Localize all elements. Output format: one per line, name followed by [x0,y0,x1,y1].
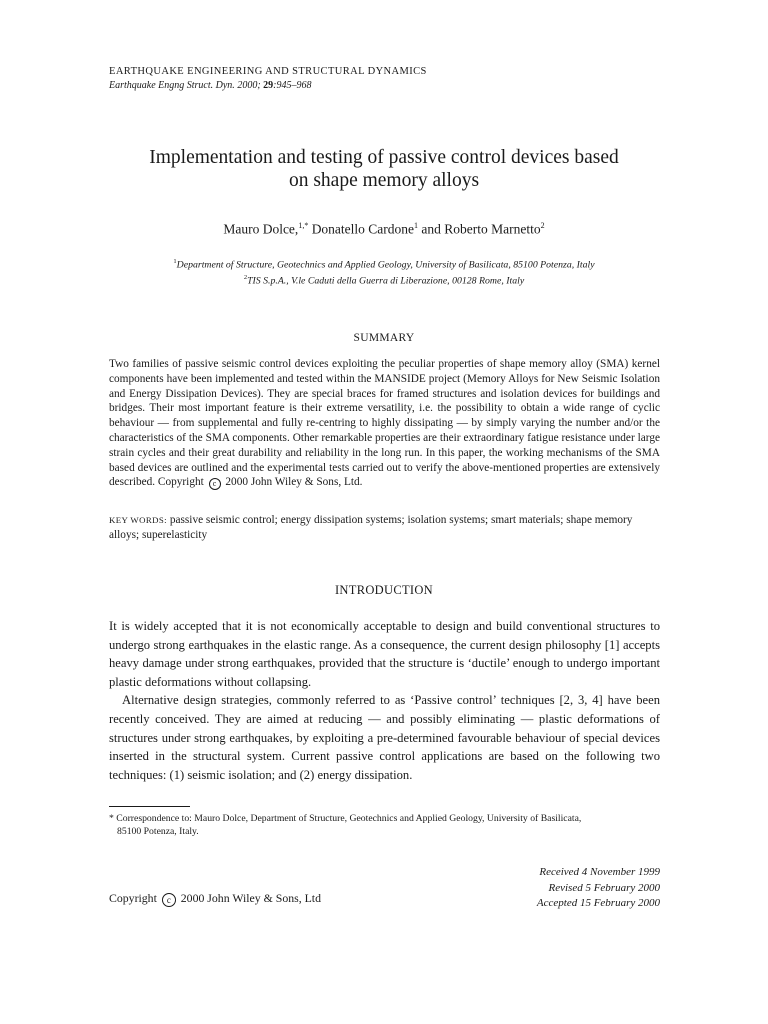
author-1: Mauro Dolce, [223,221,299,237]
copyright-text: 2000 John Wiley & Sons, Ltd [180,891,321,905]
keywords [109,513,660,543]
submission-dates [430,865,660,912]
title-line-2: on shape memory alloys [288,170,480,191]
affiliation-2 [80,271,688,287]
summary-heading: SUMMARY [353,332,415,344]
keywords-label: KEY WORDS: [109,515,168,525]
keywords-text: passive seismic control; energy dissipation systems; isolation systems; smart materials; shape memory alloys; superelasticity [109,514,633,541]
affiliation-1 [80,255,688,271]
copyright-line [109,891,321,907]
affiliation-1-mark: 1 [173,258,177,265]
title-line-1: Implementation and testing of passive control devices based [149,147,619,168]
accepted-date: Accepted 15 February 2000 [536,897,660,909]
summary-copyright: 2000 John Wiley & Sons, Ltd. [225,476,363,489]
journal-pages: :945–968 [273,80,312,91]
author-1-mark: 1,* [298,221,309,230]
journal-citation [109,80,312,91]
intro-paragraph-1: It is widely accepted that it is not economically acceptable to design and build conventional structures to undergo strong earthquakes in the elastic range. As a consequence, the current design philosophy [1] accepts heavy damage under strong earthquakes, provided that the structure is ‘ductile’ enough to undergo important plastic deformations without collapsing. [109,619,660,689]
affiliation-1-text: Department of Structure, Geotechnics and Applied Geology, University of Basilicata, 85100 Potenza, Italy [176,259,595,271]
intro-paragraph-2: Alternative design strategies, commonly referred to as ‘Passive control’ techniques [2, 3, 4] have been recently conceived. They are aimed at reducing — and possibly eliminating — plastic deformations of structures under strong earthquakes, by exploiting a pre-determined favourable behaviour of special devices inserted in the structural system. Current passive control applications are based on the following two techniques: (1) seismic isolation; and (2) energy dissipation. [109,693,660,782]
summary-text: Two families of passive seismic control devices exploiting the peculiar properties of shape memory alloy (SMA) kernel components have been implemented and tested within the MANSIDE project (Memory Alloys for New Seismic Isolation and Energy Dissipation Devices). They are special braces for framed structures and isolation devices for buildings and bridges. Their most important feature is their extreme versatility, i.e. the possibility to obtain a wide range of cyclic behaviour — from supplemental and fully re-centring to highly dissipating — by simply varying the number and/or the characteristics of the SMA components. Other remarkable properties are their extraordinary fatigue resistance under large strain cycles and their great durability and reliability in the long run. In this paper, the working mechanisms of the SMA based devices are outlined and the experimental tests carried out to verify the above-mentioned properties are extensively described. Copyright [109,358,660,489]
paper-title [80,146,688,192]
affiliation-2-text: TIS S.p.A., V.le Caduti della Guerra di Liberazione, 00128 Rome, Italy [247,275,525,287]
revised-date: Revised 5 February 2000 [548,881,660,894]
author-2-mark: 1 [414,221,419,230]
journal-volume: 29 [263,80,274,91]
affiliations [80,255,688,288]
correspondence-footnote [109,812,660,839]
footnote-line-1: * Correspondence to: Mauro Dolce, Department of Structure, Geotechnics and Applied Geology, University of Basilicata, [109,813,582,824]
introduction-heading: INTRODUCTION [334,583,434,597]
copyright-symbol: c [209,478,221,490]
author-3-mark: 2 [540,221,545,230]
footnote-line-2: 85100 Potenza, Italy. [117,826,199,838]
author-2: Donatello Cardone [308,221,415,237]
copyright-prefix: Copyright [109,891,157,905]
journal-name: EARTHQUAKE ENGINEERING AND STRUCTURAL DYNAMICS [109,66,427,77]
received-date: Received 4 November 1999 [539,866,660,878]
introduction-body [109,617,660,784]
summary-body [109,357,660,490]
footnote-rule [109,806,190,807]
author-list [80,221,688,238]
journal-year: 2000; [237,80,261,91]
copyright-symbol: c [162,893,176,907]
affiliation-2-mark: 2 [243,274,248,282]
author-3: and Roberto Marnetto [418,221,541,237]
journal-abbrev: Earthquake Engng Struct. Dyn. [109,80,235,91]
